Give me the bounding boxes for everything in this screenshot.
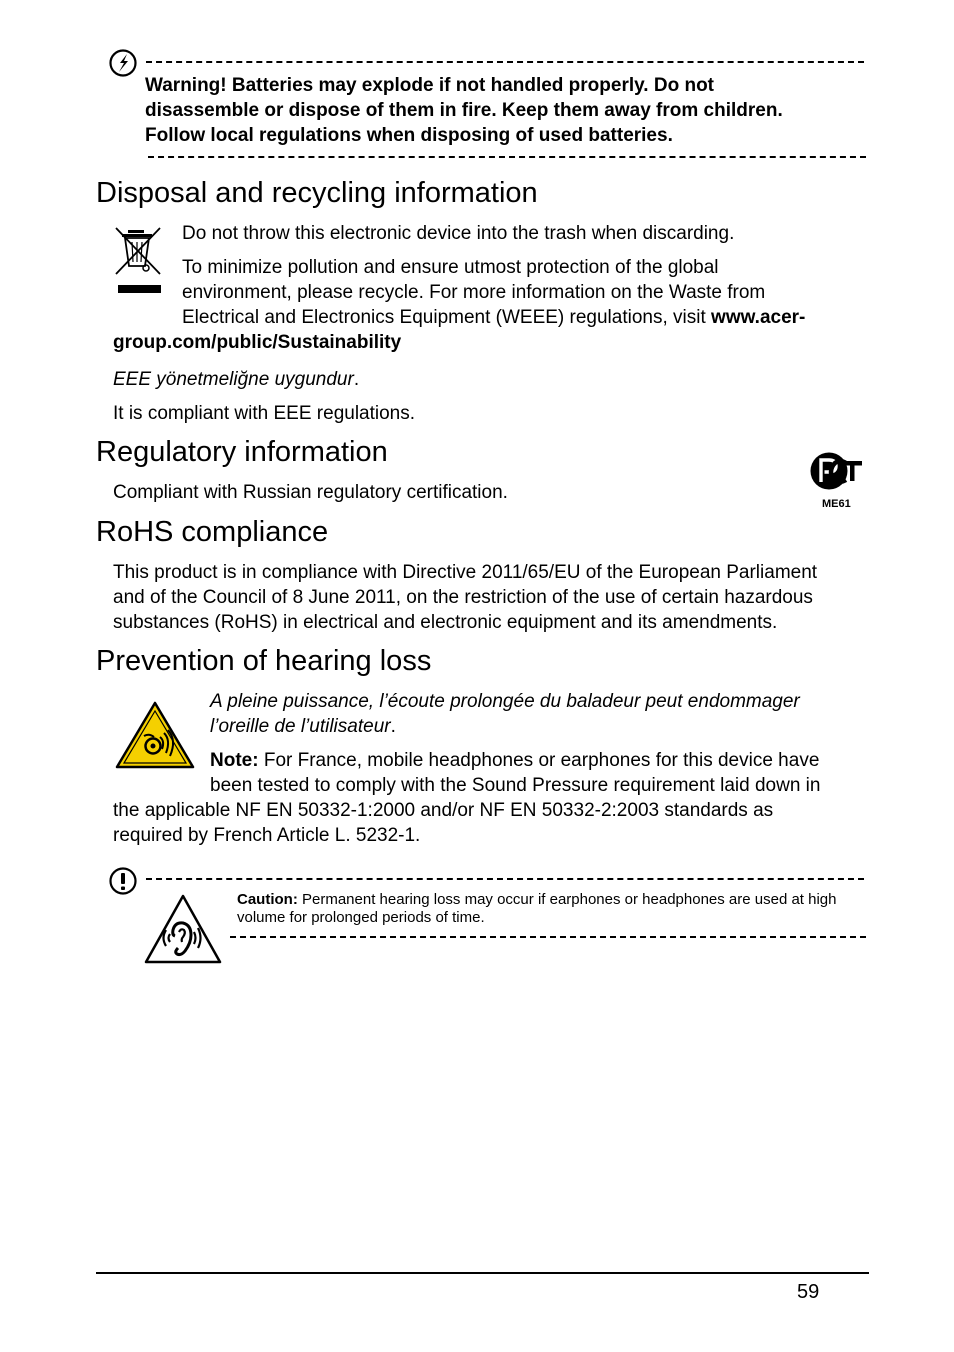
ear-hazard-icon <box>144 894 222 964</box>
warning-top-divider <box>146 61 864 63</box>
regulatory-text: Compliant with Russian regulatory certification. <box>113 482 508 503</box>
warning-line: disassemble or dispose of them in fire. Keep them away from children. <box>145 100 783 121</box>
pct-logo-code: ME61 <box>822 498 851 510</box>
disposal-line-text: Electrical and Electronics Equipment (WEEE) regulations, visit <box>182 307 712 328</box>
disposal-paragraph-1: Do not throw this electronic device into the trash when discarding. <box>182 223 735 244</box>
caution-text <box>237 891 877 927</box>
hearing-note-line: the applicable NF EN 50332-1:2000 and/or NF EN 50332-2:2003 standards as <box>113 800 774 821</box>
hearing-note-line <box>210 748 890 773</box>
acer-url-part-1[interactable]: www.acer- <box>711 307 806 328</box>
hearing-french-line <box>210 689 890 714</box>
rohs-line: substances (RoHS) in electrical and electronic equipment and its amendments. <box>113 612 778 633</box>
battery-warning-text <box>145 73 885 148</box>
disposal-line: To minimize pollution and ensure utmost protection of the global <box>182 257 719 278</box>
caution-line: volume for prolonged periods of time. <box>237 909 485 926</box>
eee-turkish-text <box>113 367 359 392</box>
hearing-note-line: required by French Article L. 5232-1. <box>113 825 421 846</box>
exclamation-circle-icon <box>108 866 138 896</box>
caution-bottom-divider <box>230 936 866 938</box>
eee-italic-text: EEE yönetmeliğne uygundur <box>113 369 354 390</box>
hearing-note-line: been tested to comply with the Sound Pressure requirement laid down in <box>210 775 821 796</box>
disposal-line <box>182 305 882 330</box>
caution-top-divider <box>146 878 864 880</box>
warning-line: Follow local regulations when disposing of used batteries. <box>145 125 673 146</box>
caution-line-text: Permanent hearing loss may occur if earphones or headphones are used at high <box>297 891 837 908</box>
rohs-heading: RoHS compliance <box>96 516 329 548</box>
hearing-french-line <box>210 714 890 739</box>
page-number: 59 <box>797 1281 820 1303</box>
hearing-heading: Prevention of hearing loss <box>96 645 432 677</box>
rohs-line: and of the Council of 8 June 2011, on the restriction of the use of certain hazardous <box>113 587 813 608</box>
pct-certification-logo-icon <box>808 450 864 512</box>
hearing-french-text <box>210 689 890 739</box>
hearing-french-line-text: A pleine puissance, l’écoute prolongée du baladeur peut endommager <box>210 691 800 712</box>
caution-label: Caution: <box>237 891 298 908</box>
warning-bottom-divider <box>148 156 866 158</box>
battery-warning-icon <box>108 48 138 78</box>
eee-compliant-text: It is compliant with EEE regulations. <box>113 403 416 424</box>
loud-sound-hazard-icon <box>114 700 196 770</box>
hearing-note-top <box>210 748 890 798</box>
disposal-paragraph-2 <box>182 255 882 330</box>
note-label: Note: <box>210 750 259 771</box>
acer-url-text[interactable]: group.com/public/Sustainability <box>113 332 402 353</box>
hearing-note-text: For France, mobile headphones or earphones for this device have <box>258 750 820 771</box>
disposal-heading: Disposal and recycling information <box>96 177 538 209</box>
hearing-french-period: . <box>390 716 396 737</box>
caution-line <box>237 891 877 909</box>
warning-line: Warning! Batteries may explode if not handled properly. Do not <box>145 75 714 96</box>
hearing-note-bottom <box>113 798 893 848</box>
rohs-paragraph <box>113 560 913 635</box>
hearing-french-line-text: l’oreille de l’utilisateur <box>210 716 391 737</box>
disposal-line: environment, please recycle. For more information on the Waste from <box>182 282 766 303</box>
crossed-out-bin-icon <box>112 224 164 296</box>
eee-period: . <box>353 369 360 390</box>
regulatory-heading: Regulatory information <box>96 436 388 468</box>
footer-rule <box>96 1272 869 1274</box>
rohs-line: This product is in compliance with Directive 2011/65/EU of the European Parliament <box>113 562 818 583</box>
acer-url-part-2[interactable] <box>113 330 401 355</box>
